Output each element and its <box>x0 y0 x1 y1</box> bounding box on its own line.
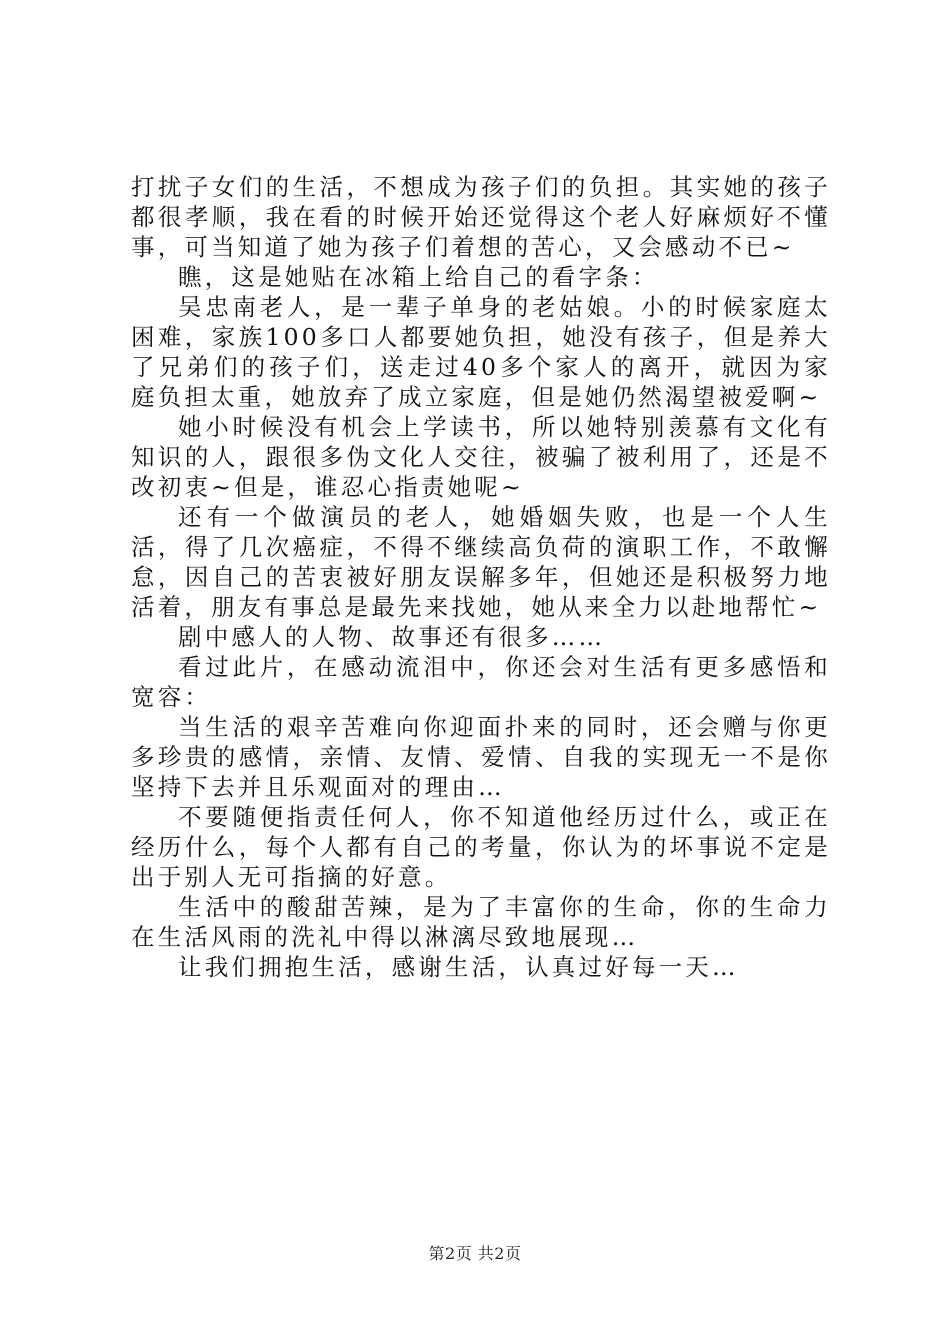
page-footer <box>0 1244 950 1264</box>
paragraph-3: 吴忠南老人，是一辈子单身的老姑娘。小的时候家庭太困难，家族100多口人都要她负担，她没有孩子，但是养大了兄弟们的孩子们，送走过40多个家人的离开，就因为家庭负担太重，她放弃了成立家庭，但是她仍然渴望被爱啊~ <box>131 293 831 411</box>
paragraph-8: 当生活的艰辛苦难向你迎面扑来的同时，还会赠与你更多珍贵的感情，亲情、友情、爱情、自我的实现无一不是你坚持下去并且乐观面对的理由… <box>131 713 831 801</box>
paragraph-10: 生活中的酸甜苦辣，是为了丰富你的生命，你的生命力在生活风雨的洗礼中得以淋漓尽致地展现… <box>131 893 831 951</box>
paragraph-6: 剧中感人的人物、故事还有很多…… <box>178 623 606 651</box>
paragraph-4: 她小时候没有机会上学读书，所以她特别羡慕有文化有知识的人，跟很多伪文化人交往，被骗了被利用了，还是不改初衷~但是，谁忍心指责她呢~ <box>131 413 831 501</box>
paragraph-1: 打扰子女们的生活，不想成为孩子们的负担。其实她的孩子都很孝顺，我在看的时候开始还觉得这个老人好麻烦好不懂事，可当知道了她为孩子们着想的苦心，又会感动不已~ <box>131 173 831 261</box>
paragraph-2: 瞧，这是她贴在冰箱上给自己的看字条： <box>178 263 659 291</box>
page-number-label: 第2页 共2页 <box>428 1244 522 1263</box>
paragraph-7: 看过此片，在感动流泪中，你还会对生活有更多感悟和宽容： <box>131 653 831 711</box>
paragraph-11: 让我们拥抱生活，感谢生活，认真过好每一天… <box>178 953 739 981</box>
document-body <box>131 172 831 982</box>
paragraph-9: 不要随便指责任何人，你不知道他经历过什么，或正在经历什么，每个人都有自己的考量，你认为的坏事说不定是出于别人无可指摘的好意。 <box>131 803 831 891</box>
paragraph-5: 还有一个做演员的老人，她婚姻失败，也是一个人生活，得了几次癌症，不得不继续高负荷的演职工作，不敢懈怠，因自己的苦衷被好朋友误解多年，但她还是积极努力地活着，朋友有事总是最先来找她，她从来全力以赴地帮忙~ <box>131 503 831 621</box>
